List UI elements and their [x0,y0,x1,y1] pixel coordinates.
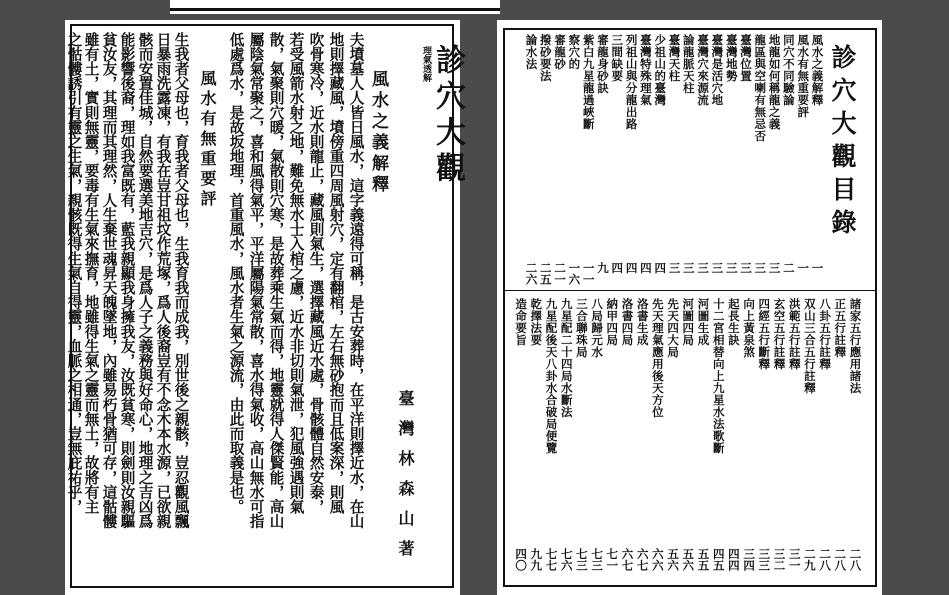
toc-entry-label[interactable]: 造命要旨 [514,298,529,346]
toc-entry-label[interactable]: 乾擇法要 [529,298,544,346]
toc-entry-page: 一 [796,262,811,274]
body-column: 之骷髏誘引有靈之生氣，親骸既得生氣自得靈，血脈之相通，豈無庇祐乎， [65,32,83,514]
toc-entry-page: 七七 [544,548,559,571]
toc-entry-page: 二八 [818,548,833,571]
toc-entry-page: 一一 [581,262,596,285]
body-column: 雖有土，實則無靈，要毒有生氣來撫育，地雖得生氣之靈而無土，故將有主 [82,32,100,514]
toc-entry-page: 二八 [848,548,863,571]
toc-entry-label[interactable]: 察穴的 [567,34,582,70]
toc-entry-page: 三 [753,262,768,274]
toc-entry-page: 二九 [802,548,817,571]
toc-entry-page: 三四 [742,548,757,571]
toc-entry-label[interactable]: 風水有無重要評 [796,34,811,118]
toc-entry-label[interactable]: 八局歸元水 [590,298,605,358]
toc-entry-label[interactable]: 地龍如何稱龍之義 [767,34,782,130]
toc-entry-page: 五五 [696,548,711,571]
toc-entry-label[interactable]: 河圖四局 [681,298,696,346]
toc-entry-page: 三 [696,262,711,274]
toc-entry-page: 四 [653,262,668,274]
toc-entry-label[interactable]: 少祖山的臺灣 [653,34,668,106]
toc-entry-label[interactable]: 玄空五行註釋 [772,298,787,370]
toc-entry-page: 九九 [529,548,544,571]
toc-entry-page: 二一 [553,262,568,285]
body-column: 貧汝友，其理而其理然，人生棄世魂昇天魄墜地，內雖易朽骨猶可存，這骷髏 [100,32,118,529]
toc-entry-label[interactable]: 三合聯珠局 [574,298,589,358]
toc-entry-label[interactable]: 三間缺要 [610,34,625,82]
toc-entry-page: 二六 [524,262,539,285]
toc-entry-label[interactable]: 先天理氣應用後天方位 [650,298,665,418]
toc-entry-page: 七三 [574,548,589,571]
toc-entry-page: 四 [610,262,625,274]
toc-entry-page: 四 [624,262,639,274]
toc-entry-page: 四四 [726,548,741,571]
toc-entry-label[interactable]: 洛書四局 [620,298,635,346]
toc-entry-label[interactable]: 洛書生成 [635,298,650,346]
body-column: 散，氣聚則穴暖，氣散則穴寒，是故葬乘生氣而得，地靈就得人傑賢能，高山 [267,32,285,529]
book-title: 診穴大觀 [430,44,465,188]
toc-entry-page: 七六 [559,548,574,571]
toc-entry-label[interactable]: 臺灣穴來源流 [696,34,711,106]
toc-entry-page: 三三 [757,548,772,571]
toc-entry-page: 五六 [681,548,696,571]
toc-entry-label[interactable]: 起長生訣 [726,298,741,346]
left-page [65,20,465,595]
toc-entry-page: 三 [724,262,739,274]
toc-entry-label[interactable]: 双山三合五行註釋 [802,298,817,394]
toc-entry-page: 三一 [787,548,802,571]
toc-entry-page: 三二 [772,548,787,571]
toc-title: 診穴大觀目錄 [828,44,857,242]
toc-entry-page: 一 [810,262,825,274]
toc-entry-label[interactable]: 九星配後天八卦水合破局便覽 [544,298,559,454]
body-column: 低處爲水，是故坂地理，首重風水，風水者生氣之源流，由此而取義是也。 [227,32,245,514]
toc-entry-page: 一六 [567,262,582,285]
toc-entry-label[interactable]: 臺灣地勢 [724,34,739,82]
body-column: 骸而安置佳城，自然要選美地吉穴，是爲人子之義務與好命心，地理之吉凶爲 [136,32,154,529]
toc-entry-label[interactable]: 先天四大局 [666,298,681,358]
body-column: 吹骨寒冷，近水則龍止，藏風則氣生，選擇藏風近水處，骨骸體自然安泰， [307,32,325,514]
body-column: 能影響後裔，理如我富既有，藍我親顯我身擁我友，汝既貧寒，則劍則汝親驅 [118,32,136,529]
toc-entry-page: 六六 [650,548,665,571]
toc-entry-page: 四五 [711,548,726,571]
toc-entry-label[interactable]: 四經五行斷釋 [757,298,772,370]
toc-entry-label[interactable]: 十二宮相替向上九星水法歌斷 [711,298,726,454]
toc-entry-page: 七一 [605,548,620,571]
body-column: 若受風箭水射之地，難免無水士入棺之慮，近水非切則氣泄，犯風強遇則氣 [287,32,305,514]
toc-entry-page: 四 [638,262,653,274]
toc-entry-page: 三 [767,262,782,274]
toc-entry-page: 三 [739,262,753,274]
toc-entry-label[interactable]: 納甲四局 [605,298,620,346]
toc-entry-label[interactable]: 紫白九星龍過峽斷 [581,34,596,130]
toc-entry-label[interactable]: 同穴不同驗論 [781,34,796,106]
toc-entry-label[interactable]: 河圖生成 [696,298,711,346]
toc-entry-page: 三 [681,262,696,274]
toc-entry-label[interactable]: 撥砂要法 [538,34,553,82]
toc-entry-label[interactable]: 八卦五行註釋 [818,298,833,370]
toc-entry-page: 六七 [620,548,635,571]
toc-divider [503,290,875,291]
section1-title: 風水之義解釋 [368,70,388,196]
toc-entry-label[interactable]: 臺灣天柱 [667,34,682,82]
toc-entry-page: 四〇 [514,548,529,571]
body-column: 生我者父母也，育我者父母也，生我育我而成我，別世後之親骸，豈忍觀風飄 [172,32,190,529]
toc-entry-label[interactable]: 臺灣位置 [739,34,753,82]
toc-entry-label[interactable]: 審龍身砂訣 [596,34,610,94]
toc-entry-label[interactable]: 審龍砂 [553,34,568,70]
toc-entry-page: 二五 [538,262,553,285]
body-column: 夫墳墓人人皆日風水，這字義遠得可稱，是古安葬時，在平洋則擇近水，在山 [347,32,365,529]
toc-entry-label[interactable]: 向上黃泉煞 [742,298,757,358]
toc-entry-label[interactable]: 九星配二十四局水斷法 [559,298,574,418]
toc-entry-label[interactable]: 諸家五行應用諸法 [848,298,863,394]
category-label: 理氣透解 [421,46,431,82]
toc-entry-page: 二八 [833,548,848,571]
toc-entry-page: 三 [710,262,725,274]
previous-page-strip [170,0,500,14]
toc-entry-page: 二 [781,262,796,274]
body-column: 日暴雨洗露凍，有我在豈甘祖坟作荒塚，爲人後裔豈有不念木本水源，已欲親 [154,32,172,529]
toc-entry-label[interactable]: 列祖山與分龍出路 [624,34,639,130]
right-page [497,20,882,595]
body-column: 屬陰氣常聚之，喜和風得氣平，平洋屬陽氣常散，喜水得氣收，高山無水可指 [247,32,265,529]
toc-entry-label[interactable]: 洪範五行註釋 [787,298,802,370]
toc-entry-label[interactable]: 臺灣是活穴地 [710,34,725,106]
toc-entry-page: 三 [667,262,682,274]
toc-entry-page: 六七 [635,548,650,571]
section2-title: 風水有無重要評 [198,70,217,210]
toc-entry-page: 九 [596,262,610,274]
toc-entry-label[interactable]: 風水之義解釋 [810,34,825,106]
toc-entry-label[interactable]: 龍區與空喇有無忌否 [753,34,768,142]
toc-entry-label[interactable]: 論水法 [524,34,539,70]
author: 臺灣林森山著 [396,390,415,570]
body-column: 地則擇藏風，墳傍重四周風射穴，定有翻棺，左右無砂抱而且低案深，則風 [327,32,345,514]
toc-entry-page: 五六 [666,548,681,571]
toc-entry-page: 七三 [590,548,605,571]
toc-entry-label[interactable]: 臺灣特殊理氣 [638,34,653,106]
toc-entry-label[interactable]: 論龍脈天柱 [681,34,696,94]
toc-entry-label[interactable]: 正五行註釋 [833,298,848,358]
